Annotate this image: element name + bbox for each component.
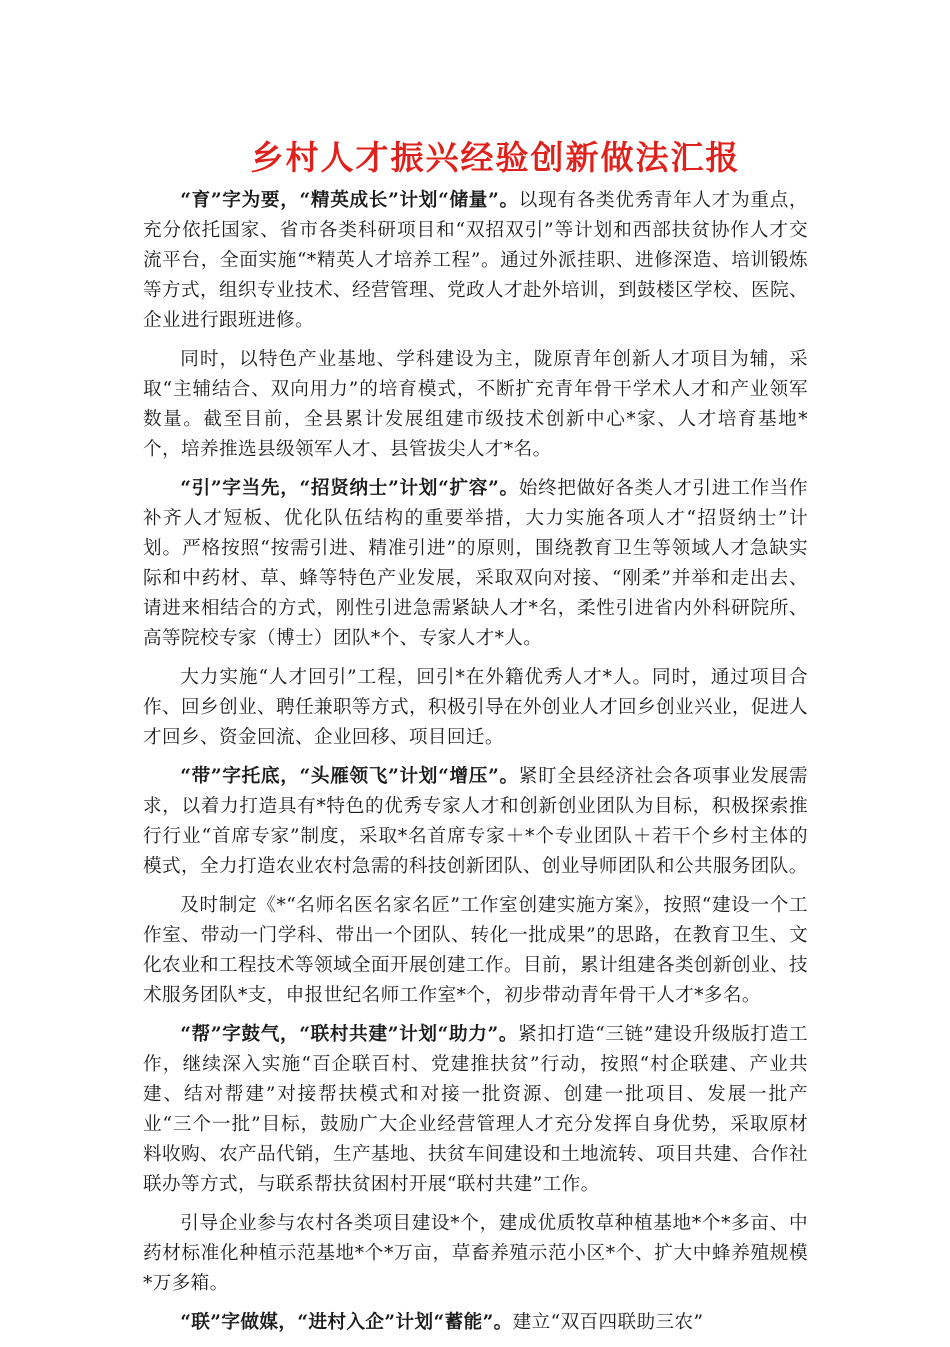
paragraph-2 [143,345,808,465]
paragraph-text: 引导企业参与农村各类项目建设*个，建成优质牧草种植基地*个*多亩、中药材标准化种植示范基地*个*万亩，草畜养殖示范小区*个、扩大中蜂养殖规模*万多箱。 [143,1213,808,1294]
paragraph-lead: “联”字做媒，“进村入企”计划“蓄能”。 [180,1312,513,1333]
paragraph-4 [143,663,808,753]
paragraph-text: 建立“双百四联助三农” [512,1312,704,1333]
paragraph-lead: “引”字当先，“招贤纳士”计划“扩容”。 [180,478,519,499]
document-title: 乡村人才振兴经验创新做法汇报 [250,138,741,177]
paragraph-text: 同时，以特色产业基地、学科建设为主，陇原青年创新人才项目为辅，采取“主辅结合、双向用力”的培育模式，不断扩充青年骨干学术人才和产业领军数量。截至目前，全县累计发展组建市级技术创新中心*家、人才培育基地*个，培养推选县级领军人才、县管拔尖人才*名。 [143,349,808,460]
paragraph-3 [143,474,808,654]
paragraph-text: 紧盯全县经济社会各项事业发展需求，以着力打造具有*特色的优秀专家人才和创新创业团队为目标，积极探索推行行业“首席专家”制度，采取*名首席专家＋*个专业团队＋若干个乡村主体的模式，全力打造农业农村急需的科技创新团队、创业导师团队和公共服务团队。 [143,766,808,877]
document-page [143,128,808,1347]
paragraph-5 [143,762,808,882]
paragraph-text: 始终把做好各类人才引进工作当作补齐人才短板、优化队伍结构的重要举措，大力实施各项人才“招贤纳士”计划。严格按照“按需引进、精准引进”的原则，围绕教育卫生等领域人才急缺实际和中药材、草、蜂等特色产业发展，采取双向对接、“刚柔”并举和走出去、请进来相结合的方式，刚性引进急需紧缺人才*名，柔性引进省内外科研院所、高等院校专家（博士）团队*个、专家人才*人。 [143,478,808,649]
paragraph-6 [143,891,808,1011]
paragraph-lead: “帮”字鼓气，“联村共建”计划“助力”。 [180,1024,519,1045]
paragraph-1 [143,186,808,336]
paragraph-9 [143,1308,808,1338]
paragraph-text: 大力实施“人才回引”工程，回引*在外籍优秀人才*人。同时，通过项目合作、回乡创业、聘任兼职等方式，积极引导在外创业人才回乡创业兴业，促进人才回乡、资金回流、企业回移、项目回迁。 [143,667,808,748]
paragraph-text: 以现有各类优秀青年人才为重点，充分依托国家、省市各类科研项目和“双招双引”等计划和西部扶贫协作人才交流平台，全面实施“*精英人才培养工程”。通过外派挂职、进修深造、培训锻炼等方式，组织专业技术、经营管理、党政人才赴外培训，到鼓楼区学校、医院、企业进行跟班进修。 [143,190,808,331]
paragraph-lead: “带”字托底，“头雁领飞”计划“增压”。 [180,766,519,787]
paragraph-text: 紧扣打造“三链”建设升级版打造工作，继续深入实施“百企联百村、党建推扶贫”行动，按照“村企联建、产业共建、结对帮建”对接帮扶模式和对接一批资源、创建一批项目、发展一批产业“三个一批”目标，鼓励广大企业经营管理人才充分发挥自身优势，采取原材料收购、农产品代销，生产基地、扶贫车间建设和土地流转、项目共建、合作社联办等方式，与联系帮扶贫困村开展“联村共建”工作。 [143,1024,808,1195]
paragraph-lead: “育”字为要，“精英成长”计划“储量”。 [180,190,519,211]
paragraph-7 [143,1020,808,1200]
paragraph-8 [143,1209,808,1299]
paragraph-text: 及时制定《*“名师名医名家名匠”工作室创建实施方案》，按照“建设一个工作室、带动一门学科、带出一个团队、转化一批成果”的思路，在教育卫生、文化农业和工程技术等领域全面开展创建工作。目前，累计组建各类创新创业、技术服务团队*支，申报世纪名师工作室*个，初步带动青年骨干人才*多名。 [143,895,808,1006]
